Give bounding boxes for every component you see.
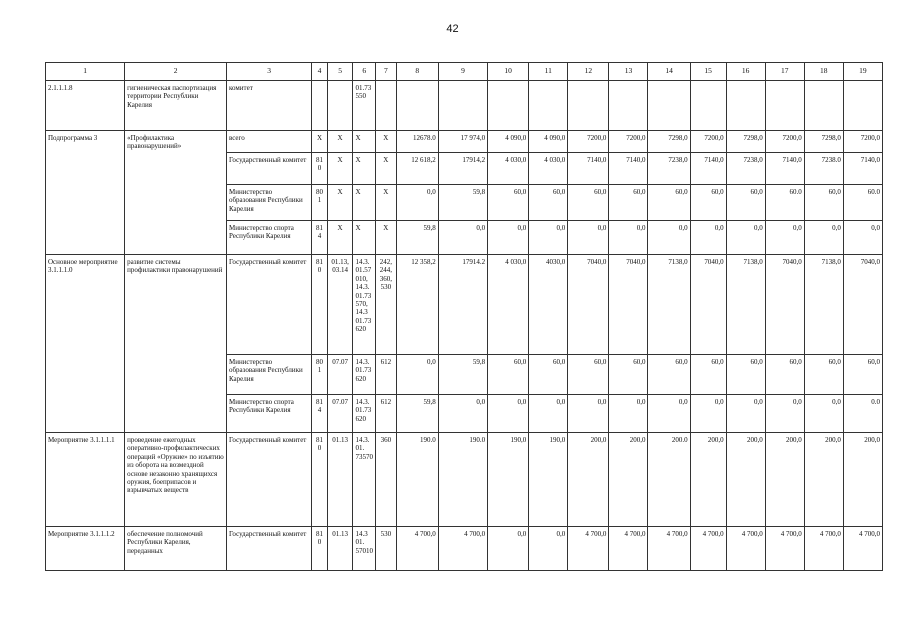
amount-cell: 200,0 (804, 433, 843, 527)
amount-cell: 60,0 (609, 355, 648, 395)
grbs-code-cell: 810 (312, 527, 327, 571)
amount-cell: 200,0 (843, 433, 882, 527)
section-code-cell: Х (327, 131, 353, 153)
column-number-header-row (46, 63, 883, 81)
amount-cell: 0,0 (488, 527, 529, 571)
expense-type-cell: Х (376, 153, 397, 185)
amount-cell: 60,0 (488, 355, 529, 395)
amount-cell (804, 81, 843, 131)
row-code-cell: 2.1.1.1.8 (46, 81, 125, 131)
grbs-code-cell: 814 (312, 395, 327, 433)
row-code-cell: Основное мероприятие 3.1.1.1.0 (46, 255, 125, 433)
amount-cell: 60,0 (690, 185, 726, 221)
amount-cell: 60,0 (648, 355, 690, 395)
column-number-header: 5 (327, 63, 353, 81)
amount-cell: 7140,0 (765, 153, 804, 185)
amount-cell: 4 700,0 (843, 527, 882, 571)
amount-cell: 200,0 (690, 433, 726, 527)
table-row (46, 131, 883, 153)
amount-cell: 0,0 (568, 221, 609, 255)
amount-cell: 7140,0 (609, 153, 648, 185)
amount-cell: 7298,0 (726, 131, 765, 153)
expense-type-cell: 612 (376, 355, 397, 395)
column-number-header: 3 (226, 63, 311, 81)
target-article-cell: 14.3. 01.73 620 (353, 355, 376, 395)
amount-cell: 4 700,0 (568, 527, 609, 571)
amount-cell: 59,8 (396, 395, 438, 433)
amount-cell: 7238,0 (648, 153, 690, 185)
amount-cell: 60,0 (609, 185, 648, 221)
target-article-cell: Х (353, 153, 376, 185)
amount-cell: 0,0 (529, 395, 568, 433)
amount-cell: 60,0 (648, 185, 690, 221)
amount-cell: 0,0 (843, 221, 882, 255)
amount-cell: 4 700,0 (804, 527, 843, 571)
section-code-cell: Х (327, 153, 353, 185)
amount-cell: 4 090,0 (529, 131, 568, 153)
amount-cell: 59,8 (396, 221, 438, 255)
amount-cell: 60,0 (529, 185, 568, 221)
amount-cell: 0,0 (396, 185, 438, 221)
amount-cell: 0,0 (396, 355, 438, 395)
column-number-header: 11 (529, 63, 568, 81)
column-number-header: 8 (396, 63, 438, 81)
amount-cell: 60.0 (843, 185, 882, 221)
amount-cell: 190.0 (438, 433, 487, 527)
amount-cell: 60,0 (726, 355, 765, 395)
amount-cell: 0,0 (804, 395, 843, 433)
grbs-code-cell: Х (312, 131, 327, 153)
column-number-header: 1 (46, 63, 125, 81)
executor-cell: комитет (226, 81, 311, 131)
amount-cell: 60,0 (568, 185, 609, 221)
column-number-header: 10 (488, 63, 529, 81)
amount-cell: 200,0 (568, 433, 609, 527)
expense-type-cell (376, 81, 397, 131)
page-number: 42 (446, 23, 459, 35)
grbs-code-cell (312, 81, 327, 131)
amount-cell: 7298,0 (804, 131, 843, 153)
section-code-cell: 07.07 (327, 395, 353, 433)
target-article-cell: Х (353, 131, 376, 153)
executor-cell: Государственный комитет (226, 433, 311, 527)
amount-cell: 0,0 (690, 395, 726, 433)
amount-cell: 7138,0 (726, 255, 765, 355)
amount-cell: 7040,0 (765, 255, 804, 355)
amount-cell: 200,0 (765, 433, 804, 527)
amount-cell: 7298,0 (648, 131, 690, 153)
column-number-header: 16 (726, 63, 765, 81)
amount-cell: 0,0 (726, 221, 765, 255)
executor-cell: Министерство образования Республики Карелия (226, 185, 311, 221)
expense-type-cell: Х (376, 131, 397, 153)
amount-cell: 4 700,0 (438, 527, 487, 571)
row-name-cell: гигиеническая паспортизация территории Республики Карелия (125, 81, 227, 131)
column-number-header: 14 (648, 63, 690, 81)
amount-cell: 7200,0 (609, 131, 648, 153)
expense-type-cell: Х (376, 221, 397, 255)
target-article-cell: 14.3. 01. 73570 (353, 433, 376, 527)
amount-cell: 4 090,0 (488, 131, 529, 153)
column-number-header: 19 (843, 63, 882, 81)
amount-cell: 7140,0 (568, 153, 609, 185)
amount-cell (529, 81, 568, 131)
amount-cell: 200.0 (648, 433, 690, 527)
amount-cell: 17 974,0 (438, 131, 487, 153)
amount-cell (568, 81, 609, 131)
table-row (46, 255, 883, 355)
amount-cell (765, 81, 804, 131)
amount-cell: 17914,2 (438, 153, 487, 185)
amount-cell: 0,0 (529, 221, 568, 255)
amount-cell: 7238,0 (726, 153, 765, 185)
amount-cell (843, 81, 882, 131)
amount-cell: 190.0 (396, 433, 438, 527)
amount-cell: 4030,0 (529, 255, 568, 355)
amount-cell: 7040,0 (568, 255, 609, 355)
row-code-cell: Подпрограмма 3 (46, 131, 125, 255)
amount-cell: 0,0 (488, 221, 529, 255)
amount-cell: 60,0 (804, 355, 843, 395)
executor-cell: Государственный комитет (226, 255, 311, 355)
amount-cell: 7200,0 (765, 131, 804, 153)
amount-cell: 12 618,2 (396, 153, 438, 185)
amount-cell (488, 81, 529, 131)
amount-cell (726, 81, 765, 131)
executor-cell: Министерство спорта Республики Карелия (226, 395, 311, 433)
amount-cell: 7138,0 (648, 255, 690, 355)
column-number-header: 13 (609, 63, 648, 81)
expense-type-cell: Х (376, 185, 397, 221)
amount-cell: 200,0 (726, 433, 765, 527)
section-code-cell: 01.13 (327, 527, 353, 571)
section-code-cell: 01.13 (327, 433, 353, 527)
column-number-header: 7 (376, 63, 397, 81)
amount-cell: 17914.2 (438, 255, 487, 355)
table-row (46, 433, 883, 527)
grbs-code-cell: 810 (312, 433, 327, 527)
row-code-cell: Мероприятие 3.1.1.1.2 (46, 527, 125, 571)
row-name-cell: обеспечение полномочий Республики Карелия, переданных (125, 527, 227, 571)
amount-cell: 4 030,0 (529, 153, 568, 185)
column-number-header: 4 (312, 63, 327, 81)
expense-type-cell: 242, 244, 360, 530 (376, 255, 397, 355)
column-number-header: 9 (438, 63, 487, 81)
executor-cell: Министерство спорта Республики Карелия (226, 221, 311, 255)
amount-cell: 0,0 (648, 221, 690, 255)
amount-cell: 60,0 (765, 355, 804, 395)
amount-cell: 7140,0 (690, 153, 726, 185)
amount-cell: 7040,0 (609, 255, 648, 355)
amount-cell: 0,0 (568, 395, 609, 433)
amount-cell: 0,0 (765, 395, 804, 433)
amount-cell: 4 700,0 (396, 527, 438, 571)
column-number-header: 2 (125, 63, 227, 81)
amount-cell: 60,0 (488, 185, 529, 221)
amount-cell: 0,0 (438, 221, 487, 255)
amount-cell: 4 030,0 (488, 153, 529, 185)
amount-cell: 0,0 (690, 221, 726, 255)
amount-cell (648, 81, 690, 131)
amount-cell: 4 700,0 (765, 527, 804, 571)
executor-cell: всего (226, 131, 311, 153)
amount-cell: 4 030,0 (488, 255, 529, 355)
row-name-cell: проведение ежегодных оперативно-профилактических операций «Оружие» по изъятию из оборота на возмездной основе незаконно хранящихся оружия, боеприпасов и взрывчатых веществ (125, 433, 227, 527)
amount-cell: 7040,0 (690, 255, 726, 355)
amount-cell: 4 700,0 (726, 527, 765, 571)
amount-cell: 60,0 (690, 355, 726, 395)
amount-cell: 60.0 (765, 185, 804, 221)
amount-cell: 60,0 (726, 185, 765, 221)
section-code-cell: 01.13, 03.14 (327, 255, 353, 355)
amount-cell: 0,0 (765, 221, 804, 255)
amount-cell: 0,0 (804, 221, 843, 255)
amount-cell: 0.0 (843, 395, 882, 433)
amount-cell: 59,8 (438, 185, 487, 221)
amount-cell: 7140,0 (843, 153, 882, 185)
target-article-cell: Х (353, 221, 376, 255)
amount-cell: 0,0 (726, 395, 765, 433)
expense-type-cell: 612 (376, 395, 397, 433)
grbs-code-cell: 810 (312, 153, 327, 185)
grbs-code-cell: 801 (312, 355, 327, 395)
amount-cell: 200,0 (609, 433, 648, 527)
grbs-code-cell: 801 (312, 185, 327, 221)
amount-cell: 7200,0 (843, 131, 882, 153)
column-number-header: 15 (690, 63, 726, 81)
column-number-header: 12 (568, 63, 609, 81)
amount-cell: 12 358,2 (396, 255, 438, 355)
target-article-cell: 14.3. 01.73 620 (353, 395, 376, 433)
amount-cell (690, 81, 726, 131)
amount-cell: 0,0 (648, 395, 690, 433)
table-row (46, 527, 883, 571)
amount-cell: 4 700,0 (690, 527, 726, 571)
amount-cell (396, 81, 438, 131)
column-number-header: 6 (353, 63, 376, 81)
section-code-cell: 07.07 (327, 355, 353, 395)
target-article-cell: 14.3 01. 57010 (353, 527, 376, 571)
amount-cell (438, 81, 487, 131)
row-name-cell: «Профилактика правонарушений» (125, 131, 227, 255)
expense-type-cell: 530 (376, 527, 397, 571)
amount-cell: 59,8 (438, 355, 487, 395)
amount-cell (609, 81, 648, 131)
grbs-code-cell: 810 (312, 255, 327, 355)
amount-cell: 12678.0 (396, 131, 438, 153)
amount-cell: 190,0 (488, 433, 529, 527)
target-article-cell: Х (353, 185, 376, 221)
amount-cell: 7040,0 (843, 255, 882, 355)
column-number-header: 18 (804, 63, 843, 81)
target-article-cell: 01.73 550 (353, 81, 376, 131)
amount-cell: 0,0 (609, 221, 648, 255)
amount-cell: 0,0 (609, 395, 648, 433)
row-name-cell: развитие системы профилактики правонарушений (125, 255, 227, 433)
amount-cell: 60,0 (843, 355, 882, 395)
expense-type-cell: 360 (376, 433, 397, 527)
amount-cell: 7200,0 (568, 131, 609, 153)
amount-cell: 7200,0 (690, 131, 726, 153)
grbs-code-cell: 814 (312, 221, 327, 255)
amount-cell: 190,0 (529, 433, 568, 527)
section-code-cell (327, 81, 353, 131)
executor-cell: Государственный комитет (226, 527, 311, 571)
target-article-cell: 14.3. 01.57 010, 14.3. 01.73 570, 14.3 01.73 620 (353, 255, 376, 355)
amount-cell: 60,0 (804, 185, 843, 221)
amount-cell: 60,0 (529, 355, 568, 395)
amount-cell: 7238.0 (804, 153, 843, 185)
amount-cell: 0,0 (488, 395, 529, 433)
executor-cell: Государственный комитет (226, 153, 311, 185)
budget-table (45, 62, 883, 571)
executor-cell: Министерство образования Республики Карелия (226, 355, 311, 395)
amount-cell: 0,0 (438, 395, 487, 433)
amount-cell: 60,0 (568, 355, 609, 395)
section-code-cell: Х (327, 221, 353, 255)
table-row (46, 81, 883, 131)
section-code-cell: Х (327, 185, 353, 221)
row-code-cell: Мероприятие 3.1.1.1.1 (46, 433, 125, 527)
amount-cell: 7138,0 (804, 255, 843, 355)
amount-cell: 4 700,0 (609, 527, 648, 571)
column-number-header: 17 (765, 63, 804, 81)
amount-cell: 4 700,0 (648, 527, 690, 571)
amount-cell: 0,0 (529, 527, 568, 571)
